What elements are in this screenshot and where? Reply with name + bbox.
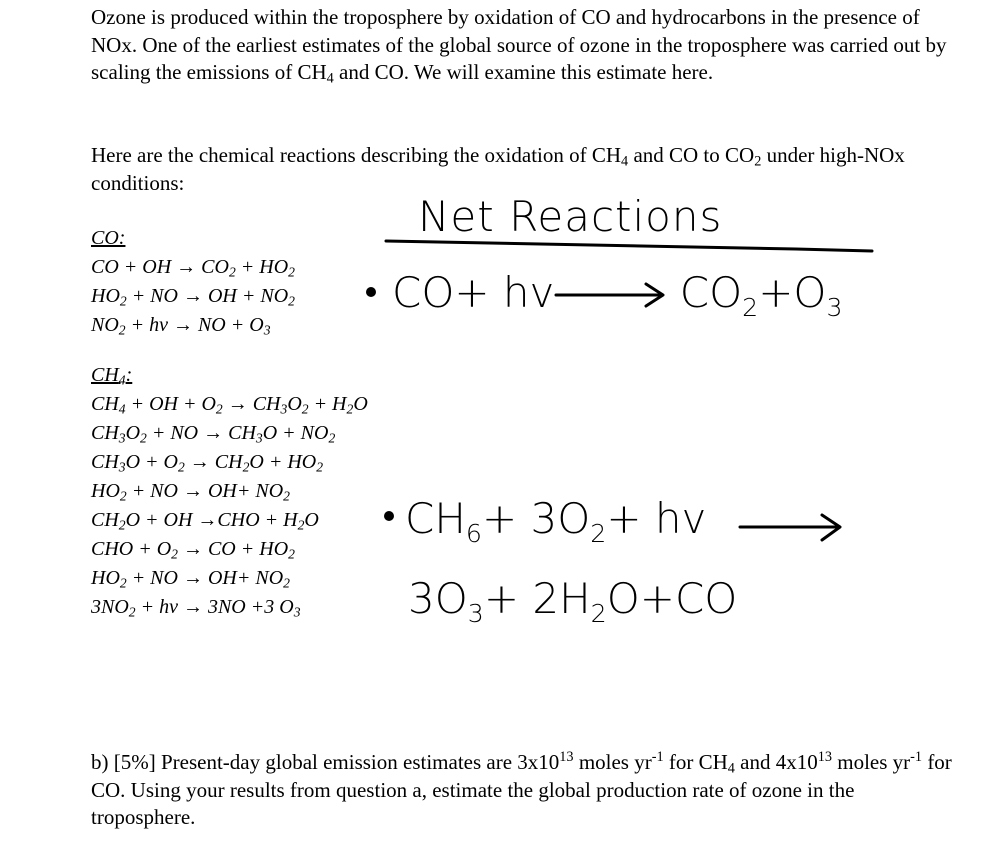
text-part: under high-NOx conditions: (91, 143, 905, 195)
text-part: 3 (280, 401, 288, 417)
text-part: → CH (184, 451, 243, 473)
text-part: 3 (255, 430, 263, 446)
text-part: HO (91, 480, 120, 502)
ch4-net-bullet (384, 511, 394, 521)
text-part: 4 (326, 70, 334, 87)
text-part: 2 (228, 264, 236, 280)
text-part: 2 (590, 518, 607, 548)
co-net-bullet (366, 287, 376, 297)
text-part: CH (91, 509, 119, 531)
text-part: 2 (754, 153, 762, 170)
text-part: 2 (288, 546, 295, 562)
co-heading: CO: (91, 227, 126, 249)
text-part: → CH (222, 393, 281, 415)
text-part: CH (405, 494, 466, 543)
text-part: O (125, 422, 141, 444)
text-part: 13 (817, 749, 833, 766)
text-part: 2 (215, 401, 223, 417)
title-underline (386, 241, 872, 251)
text-part: HO (91, 567, 120, 589)
text-part: 2 (242, 459, 250, 475)
text-part: 2 (301, 401, 309, 417)
text-part: for CH (663, 750, 728, 774)
text-part: 2 (128, 604, 136, 620)
text-part: O + NO (262, 422, 329, 444)
text-part: 2 (283, 575, 290, 591)
text-part: O (304, 509, 319, 531)
text-part: + H (308, 393, 347, 415)
text-part: O+CO (606, 574, 738, 623)
text-part: Here are the chemical reactions describing the oxidation of CH (91, 143, 622, 167)
text-part: CH (91, 393, 119, 415)
text-part: 2 (171, 546, 178, 562)
text-part: 2 (140, 430, 147, 446)
text-part: 3 (118, 430, 126, 446)
text-part: → CO + HO (177, 538, 289, 560)
text-part: +O (758, 268, 827, 317)
text-part: 2 (346, 401, 354, 417)
text-part: O (287, 393, 302, 415)
text-part: + NO → OH+ NO (126, 480, 284, 502)
text-part: 2 (590, 598, 607, 628)
text-part: for CO. Using your results from question a, estimate the global production rate of ozone in the troposphere. (91, 750, 952, 829)
text-part: CHO + O (91, 538, 172, 560)
text-part: 3 (467, 598, 484, 628)
text-part: O + OH →CHO + H (125, 509, 298, 531)
text-part: CH (91, 364, 119, 386)
text-part: 3 (826, 292, 843, 322)
text-part: and 4x10 (734, 750, 818, 774)
text-part: and CO. We will examine this estimate here. (333, 60, 714, 84)
text-part: 2 (119, 575, 127, 591)
text-part: HO (91, 285, 120, 307)
text-part: 3 (263, 322, 271, 338)
text-part: b) [5%] Present-day global emission estimates are 3x10 (91, 750, 560, 774)
text-part: 2 (742, 292, 759, 322)
text-part: 4 (118, 372, 126, 388)
text-part: CH (91, 451, 119, 473)
text-part: 2 (283, 488, 290, 504)
text-part: NO (91, 314, 119, 336)
co-net-reaction (392, 268, 843, 322)
text-part: 2 (316, 459, 323, 475)
text-part: + NO → CH (146, 422, 256, 444)
text-part: 2 (297, 517, 305, 533)
text-part: 2 (288, 264, 295, 280)
text-part: CO (666, 268, 743, 317)
text-part: 2 (177, 459, 185, 475)
text-part: 3 (118, 459, 126, 475)
text-part: 6 (465, 518, 482, 548)
text-part: 2 (118, 322, 126, 338)
text-part: + NO → OH+ NO (126, 567, 284, 589)
text-part: -1 (910, 749, 923, 766)
ch4-net-arrow (740, 515, 840, 540)
text-part: CO+ hv (392, 268, 555, 317)
text-part: 3O (408, 574, 468, 623)
text-part: CH (91, 422, 119, 444)
text-part: + hv → NO + O (125, 314, 264, 336)
text-part: : (125, 364, 133, 386)
text-part: Ozone is produced within the troposphere by oxidation of CO and hydrocarbons in the presence of NOx. One of the earliest estimates of the global source of ozone in the troposphere was carried out by scaling the emissions of CH (91, 5, 947, 84)
text-part: O (353, 393, 368, 415)
text-part: + NO → OH + NO (126, 285, 289, 307)
text-part: 2 (328, 430, 336, 446)
text-part: 3 (293, 604, 301, 620)
text-part: + HO (235, 256, 289, 278)
text-part: moles yr (832, 750, 911, 774)
text-part: 13 (559, 749, 574, 766)
ch4-net-reaction-line1 (405, 494, 707, 548)
text-part: 4 (118, 401, 126, 417)
net-reactions-title: Net Reactions (418, 192, 723, 241)
text-part: 3NO (91, 596, 129, 618)
text-part: + OH + O (125, 393, 216, 415)
text-part: CO + OH → CO (91, 256, 229, 278)
question-b-paragraph (91, 749, 961, 832)
text-part: 4 (727, 760, 735, 777)
text-part: -1 (651, 749, 664, 766)
text-part: + hv → 3NO +3 O (135, 596, 294, 618)
text-part: + 3O (481, 494, 591, 543)
text-part: + 2H (483, 574, 591, 623)
text-part: and CO to CO (628, 143, 755, 167)
text-part: 2 (119, 488, 127, 504)
text-part: O + HO (249, 451, 317, 473)
text-part: moles yr (573, 750, 652, 774)
text-part: + hv (606, 494, 707, 543)
text-part: 2 (119, 293, 127, 309)
text-part: 2 (288, 293, 295, 309)
text-part: O + O (125, 451, 178, 473)
text-part: 4 (621, 153, 629, 170)
ch4-net-reaction-line2 (408, 574, 738, 628)
text-part: 2 (118, 517, 126, 533)
